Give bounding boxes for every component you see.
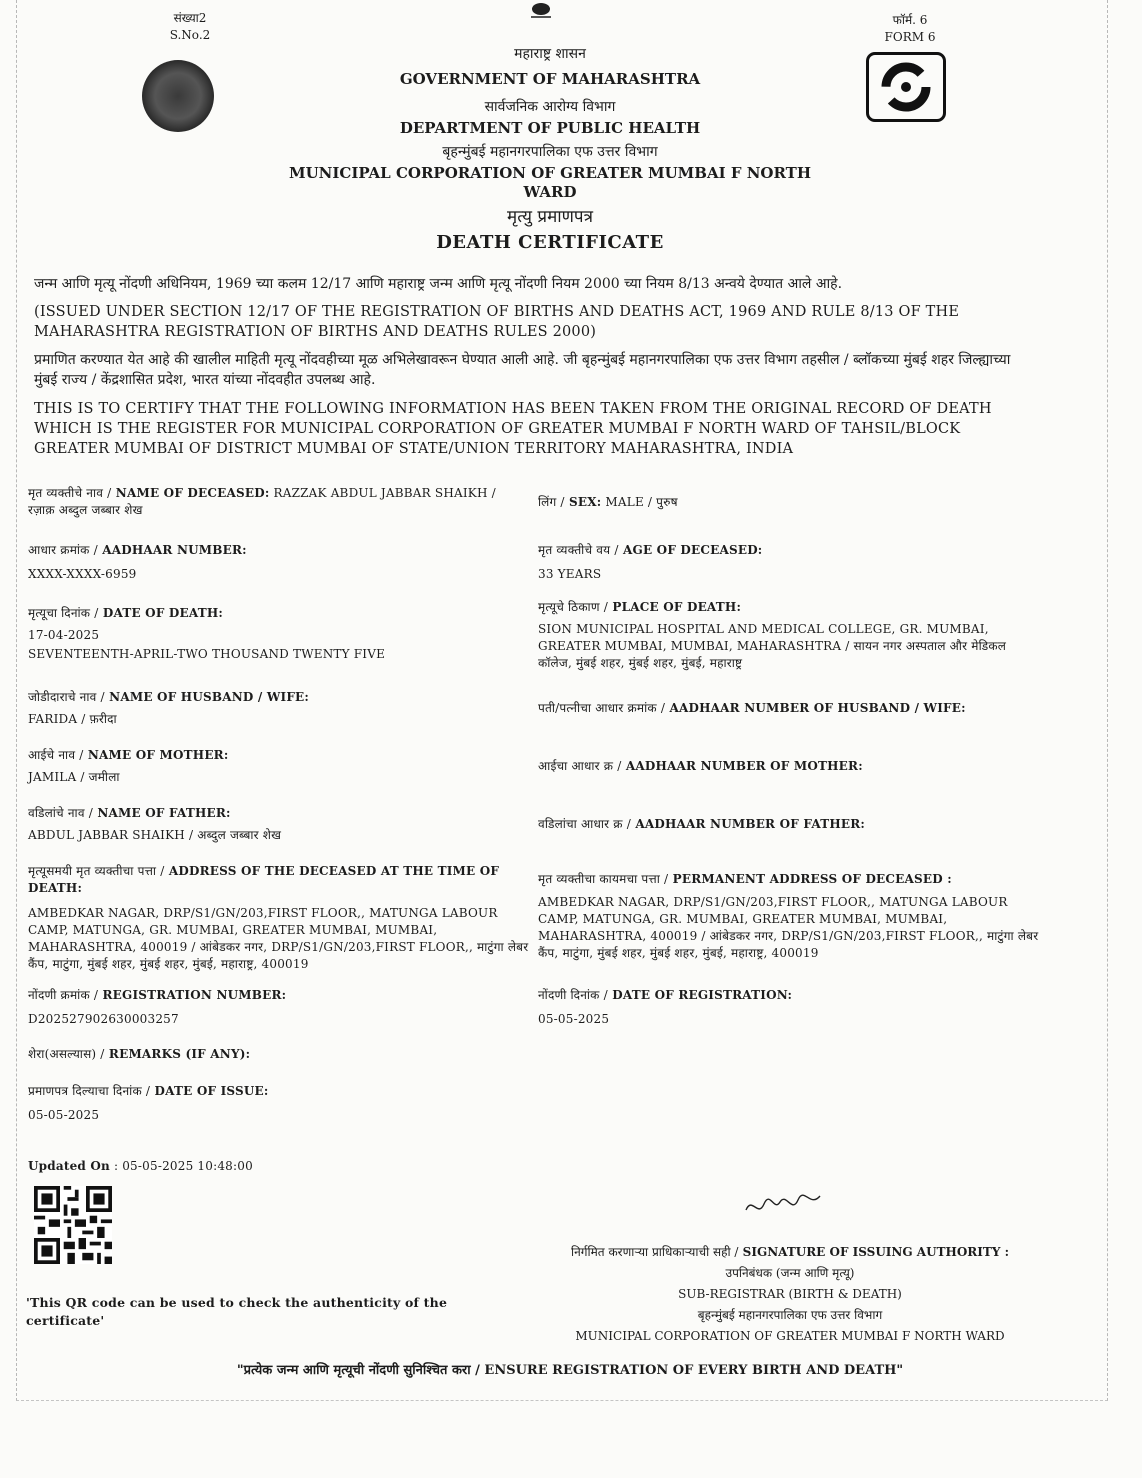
serial-en: S.No.2 — [169, 28, 211, 42]
field-sex: लिंग / SEX: MALE / पुरुष — [538, 495, 678, 509]
intro-mr-1: जन्म आणि मृत्यू नोंदणी अधिनियम, 1969 च्या कलम 12/17 आणि महाराष्ट्र जन्म आणि मृत्यू नोंदणी नियम 2000 च्या नियम 8/13 अन्वये देण्यात आले आहे. — [34, 276, 843, 292]
field-date-of-death: मृत्यूचा दिनांक / DATE OF DEATH: 17-04-2025 SEVENTEENTH-APRIL-TWO THOUSAND TWENTY FIVE — [28, 606, 386, 661]
footer-slogan: "प्रत्येक जन्म आणि मृत्यूची नोंदणी सुनिश्चित करा / ENSURE REGISTRATION OF EVERY BIRTH AND DEATH" — [236, 1363, 904, 1378]
intro-en-1: (ISSUED UNDER SECTION 12/17 OF THE REGISTRATION OF BIRTHS AND DEATHS ACT, 1969 AND RULE 8/13 OF THE MAHARASHTRA REGISTRATION OF BIRTHS AND DEATHS RULES 2000) — [34, 304, 960, 340]
field-spouse-aadhaar: पती/पत्नीचा आधार क्रमांक / AADHAAR NUMBER OF HUSBAND / WIFE: — [538, 701, 966, 715]
gov-mr: महाराष्ट्र शासन — [514, 46, 586, 62]
field-place-of-death: मृत्यूचे ठिकाण / PLACE OF DEATH: SION MUNICIPAL HOSPITAL AND MEDICAL COLLEGE, GR. MUMBAI, GREATER MUMBAI, MUMBAI, MAHARASHTRA / सायन नगर अस्पताल और मेडिकल कॉलेज, मुंबई शहर, मुंबई शहर, मुंबई, महाराष्ट्र — [538, 600, 1007, 670]
intro-en-2: THIS IS TO CERTIFY THAT THE FOLLOWING INFORMATION HAS BEEN TAKEN FROM THE ORIGINAL RECORD OF DEATH WHICH IS THE REGISTER FOR MUNICIPAL CORPORATION OF GREATER MUMBAI F NORTH WARD OF TAHSIL/BLOCK GREATER MUMBAI OF DISTRICT MUMBAI OF STATE/UNION TERRITORY MAHARASHTRA, INDIA — [34, 401, 992, 457]
title-en: DEATH CERTIFICATE — [436, 232, 664, 253]
field-father-aadhaar: वडिलांचा आधार क्र / AADHAAR NUMBER OF FATHER: — [538, 817, 866, 831]
intro-mr-2: प्रमाणित करण्यात येत आहे की खालील माहिती मृत्यू नोंदवहीच्या मूळ अभिलेखावरून घेण्यात आली आहे. जी बृहन्मुंबई महानगरपालिका एफ उत्तर विभाग तहसील / ब्लॉकच्या मुंबई शहर जिल्ह्याच्या मुंबई राज्य / केंद्रशासित प्रदेश, भारत यांच्या नोंदवहीत उपलब्ध आहे. — [34, 352, 1011, 388]
field-registration-date: नोंदणी दिनांक / DATE OF REGISTRATION: 05-05-2025 — [538, 988, 793, 1026]
updated-on: Updated On : 05-05-2025 10:48:00 — [28, 1159, 253, 1173]
gov-en: GOVERNMENT OF MAHARASHTRA — [399, 70, 701, 88]
serial-mr: संख्या2 — [173, 11, 207, 25]
field-father: वडिलांचे नाव / NAME OF FATHER: ABDUL JABBAR SHAIKH / अब्दुल जब्बार शेख — [28, 806, 282, 842]
serial-number — [150, 10, 230, 44]
field-mother: आईचे नाव / NAME OF MOTHER: JAMILA / जमीला — [28, 748, 229, 784]
field-registration-number: नोंदणी क्रमांक / REGISTRATION NUMBER: D202527902630003257 — [28, 988, 287, 1026]
emblem-icon — [528, 0, 554, 20]
field-spouse: जोडीदाराचे नाव / NAME OF HUSBAND / WIFE: FARIDA / फ़रीदा — [28, 690, 310, 726]
form-mr: फॉर्म. 6 — [892, 13, 928, 27]
signature-block: निर्गमित करणाऱ्या प्राधिकाऱ्याची सही / SIGNATURE OF ISSUING AUTHORITY : उपनिबंधक (जन्म आणि मृत्यू) SUB-REGISTRAR (BIRTH & DEATH) बृहन्मुंबई महानगरपालिका एफ उत्तर विभाग MUNICIPAL CORPORATION OF GREATER MUMBAI F NORTH WARD — [571, 1245, 1009, 1343]
corp-mr: बृहन्मुंबई महानगरपालिका एफ उत्तर विभाग — [442, 144, 658, 160]
corp-en-1: MUNICIPAL CORPORATION OF GREATER MUMBAI F NORTH — [288, 164, 812, 182]
form-number — [870, 12, 950, 46]
qr-note: 'This QR code can be used to check the authenticity of the certificate' — [26, 1295, 448, 1328]
field-age: मृत व्यक्तीचे वय / AGE OF DECEASED: 33 YEARS — [538, 543, 763, 581]
field-address-death: मृत्यूसमयी मृत व्यक्तीचा पत्ता / ADDRESS OF THE DECEASED AT THE TIME OF DEATH: AMBEDKAR NAGAR, DRP/S1/GN/203,FIRST FLOOR,, MATUNGA LABOUR CAMP, MATUNGA, GR. MUMBAI, GREATER MUMBAI, MUMBAI, MAHARASHTRA, 400019 / आंबेडकर नगर, DRP/S1/GN/203,FIRST FLOOR,, माटुंगा लेबर कैंप, माटुंगा, मुंबई शहर, मुंबई शहर, मुंबई, महाराष्ट्र, 400019 — [28, 864, 529, 971]
field-issue-date: प्रमाणपत्र दिल्याचा दिनांक / DATE OF ISSUE: 05-05-2025 — [28, 1084, 269, 1122]
qr-code-icon — [34, 1186, 112, 1264]
signature-icon — [740, 1188, 830, 1222]
field-name: मृत व्यक्तीचे नाव / NAME OF DECEASED: RAZZAK ABDUL JABBAR SHAIKH / रज़ाक़ अब्दुल जब्बार शेख — [28, 486, 496, 517]
corp-en-2: WARD — [523, 183, 577, 201]
field-mother-aadhaar: आईचा आधार क्र / AADHAAR NUMBER OF MOTHER: — [538, 759, 863, 773]
title-mr: मृत्यु प्रमाणपत्र — [507, 207, 593, 227]
field-remarks: शेरा(असल्यास) / REMARKS (IF ANY): — [28, 1047, 251, 1061]
form-en: FORM 6 — [884, 30, 936, 44]
dept-mr: सार्वजनिक आरोग्य विभाग — [484, 99, 616, 115]
dept-en: DEPARTMENT OF PUBLIC HEALTH — [399, 119, 701, 137]
field-aadhaar: आधार क्रमांक / AADHAAR NUMBER: XXXX-XXXX-6959 — [28, 543, 247, 581]
field-address-permanent: मृत व्यक्तीचा कायमचा पत्ता / PERMANENT ADDRESS OF DECEASED : AMBEDKAR NAGAR, DRP/S1/GN/203,FIRST FLOOR,, MATUNGA LABOUR CAMP, MATUNGA, GR. MUMBAI, GREATER MUMBAI, MUMBAI, MAHARASHTRA, 400019 / आंबेडकर नगर, DRP/S1/GN/203,FIRST FLOOR,, माटुंगा लेबर कैंप, माटुंगा, मुंबई शहर, मुंबई शहर, मुंबई, महाराष्ट्र, 400019 — [538, 872, 1039, 960]
